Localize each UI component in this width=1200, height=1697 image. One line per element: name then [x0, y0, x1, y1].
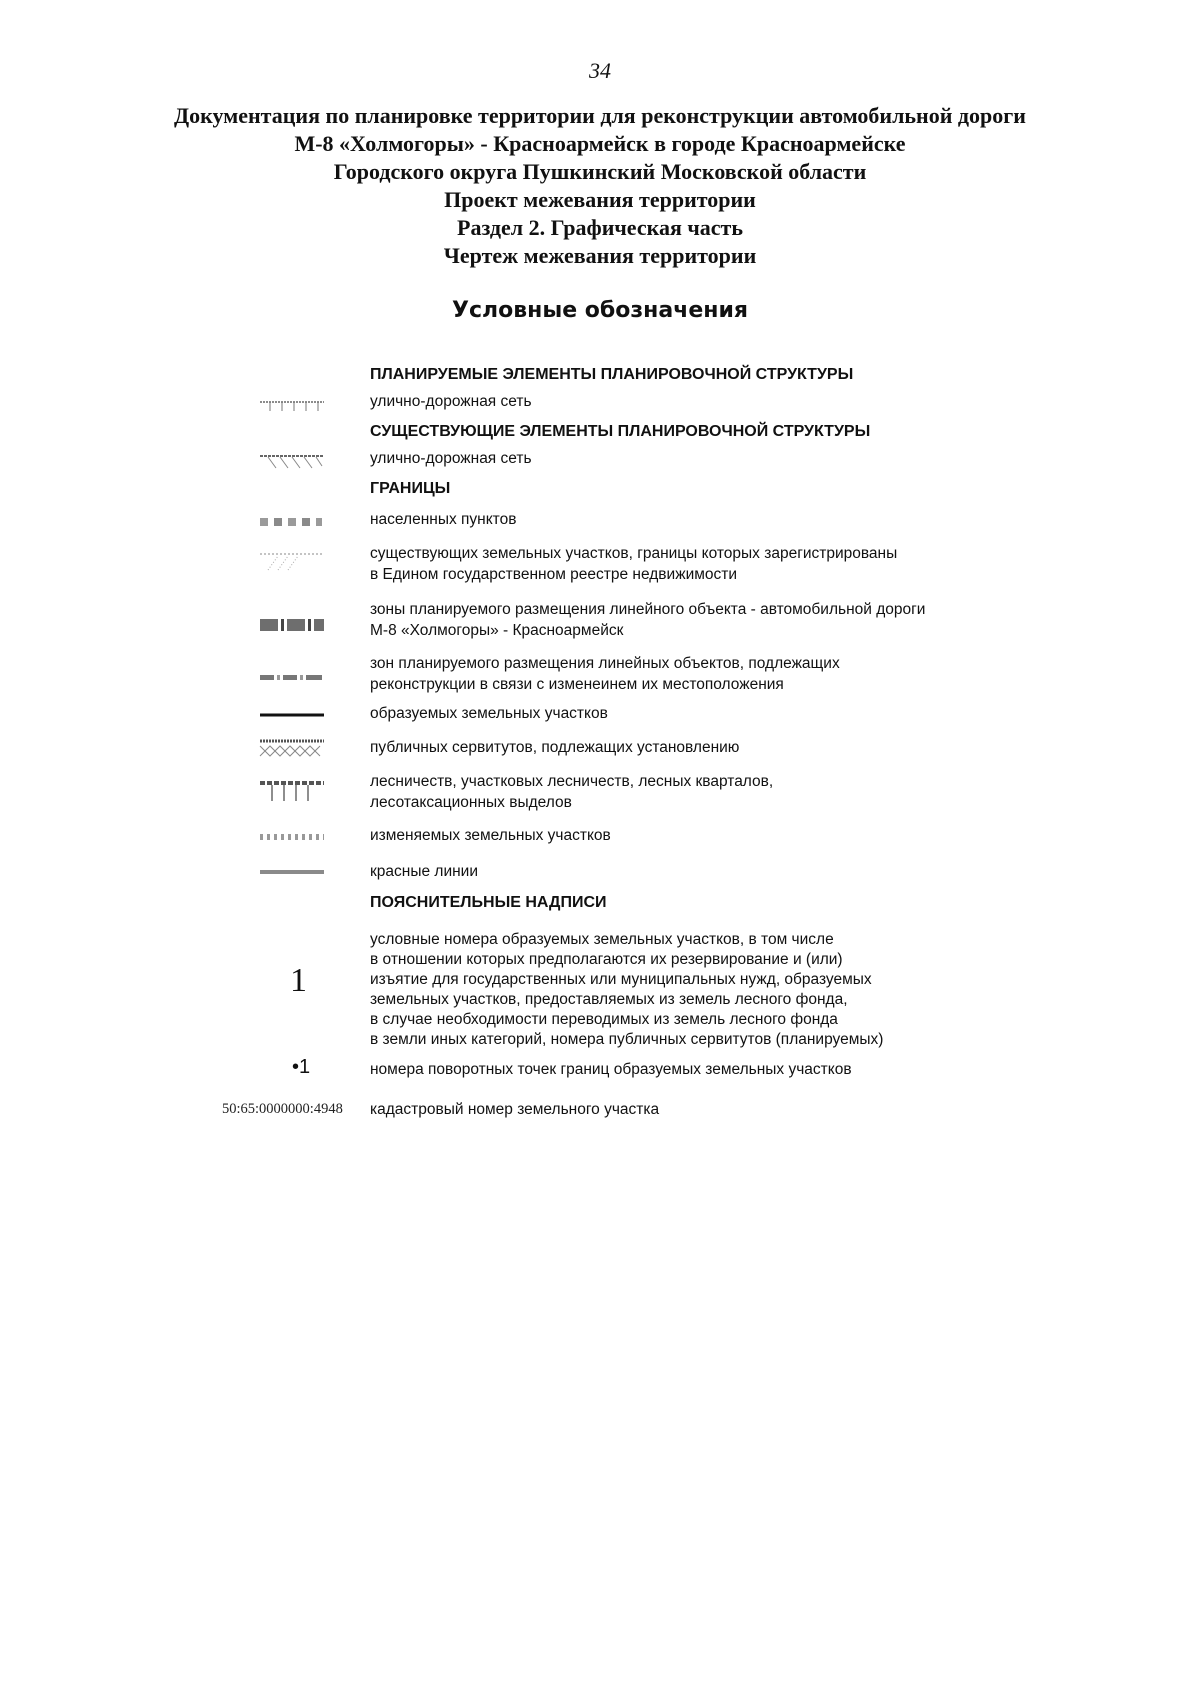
legend-text: образуемых земельных участков: [370, 705, 608, 722]
title-line: Документация по планировке территории для реконструкции автомобильной дороги: [174, 103, 1026, 128]
planned-road-symbol: [258, 398, 328, 416]
legend-text: улично-дорожная сеть: [370, 393, 532, 410]
legend-text: лесничеств, участковых лесничеств, лесных кварталов,: [370, 773, 774, 790]
title-line: Чертеж межевания территории: [443, 243, 757, 268]
forestry-boundary-symbol: [258, 779, 328, 805]
existing-elements-heading: СУЩЕСТВУЮЩИЕ ЭЛЕМЕНТЫ ПЛАНИРОВОЧНОЙ СТРУКТУРЫ: [370, 423, 871, 440]
explanatory-labels-heading: ПОЯСНИТЕЛЬНЫЕ НАДПИСИ: [370, 894, 607, 911]
parcel-number-example: 1: [290, 962, 307, 999]
legend-text: существующих земельных участков, границы которых зарегистрированы: [370, 545, 898, 562]
legend-text: зон планируемого размещения линейных объектов, подлежащих: [370, 655, 840, 672]
legend-text: изменяемых земельных участков: [370, 827, 611, 844]
document-title: [0, 102, 1200, 270]
legend-text: улично-дорожная сеть: [370, 450, 532, 467]
red-line-symbol: [258, 868, 328, 876]
legend-text: М-8 «Холмогоры» - Красноармейск: [370, 622, 624, 639]
legend-text: условные номера образуемых земельных участков, в том числе: [370, 931, 834, 948]
legend-text: номера поворотных точек границ образуемых земельных участков: [370, 1061, 852, 1078]
legend-text: населенных пунктов: [370, 511, 517, 528]
changed-parcel-symbol: [258, 832, 328, 842]
formed-parcel-line-symbol: [258, 711, 328, 719]
title-line: М-8 «Холмогоры» - Красноармейск в городе Красноармейске: [294, 131, 906, 156]
legend-text: в случае необходимости переводимых из земель лесного фонда: [370, 1011, 838, 1028]
registered-parcel-boundary-symbol: [258, 550, 328, 574]
legend-text: в отношении которых предполагаются их резервирование и (или): [370, 951, 843, 968]
legend-text: кадастровый номер земельного участка: [370, 1101, 660, 1118]
page-number: 34: [589, 58, 611, 83]
legend-text: земельных участков, предоставляемых из земель лесного фонда,: [370, 991, 848, 1008]
public-easement-symbol: [258, 738, 328, 760]
boundaries-heading: ГРАНИЦЫ: [370, 480, 451, 497]
legend-text: изъятие для государственных или муниципальных нужд, образуемых: [370, 971, 872, 988]
title-line: Городского округа Пушкинский Московской области: [333, 159, 867, 184]
legend-text: реконструкции в связи с изменеинем их местоположения: [370, 676, 784, 693]
legend-text: красные линии: [370, 863, 478, 880]
title-line: Проект межевания территории: [444, 187, 756, 212]
reconstruction-zone-symbol: [258, 673, 328, 683]
turning-point-example: •1: [292, 1056, 311, 1078]
legend-text: публичных сервитутов, подлежащих установлению: [370, 739, 740, 756]
legend-text: лесотаксационных выделов: [370, 794, 572, 811]
legend-text: в Едином государственном реестре недвижимости: [370, 566, 738, 583]
legend-text: зоны планируемого размещения линейного объекта - автомобильной дороги: [370, 601, 926, 618]
cadastral-number-example: 50:65:0000000:4948: [222, 1101, 343, 1117]
settlement-boundary-symbol: [258, 516, 328, 528]
title-line: Раздел 2. Графическая часть: [457, 215, 743, 240]
legend-title: Условные обозначения: [451, 298, 748, 323]
linear-object-zone-symbol: [258, 617, 328, 633]
existing-road-symbol: [258, 452, 328, 474]
planned-elements-heading: ПЛАНИРУЕМЫЕ ЭЛЕМЕНТЫ ПЛАНИРОВОЧНОЙ СТРУКТУРЫ: [370, 366, 854, 383]
legend-text: в земли иных категорий, номера публичных сервитутов (планируемых): [370, 1031, 884, 1048]
